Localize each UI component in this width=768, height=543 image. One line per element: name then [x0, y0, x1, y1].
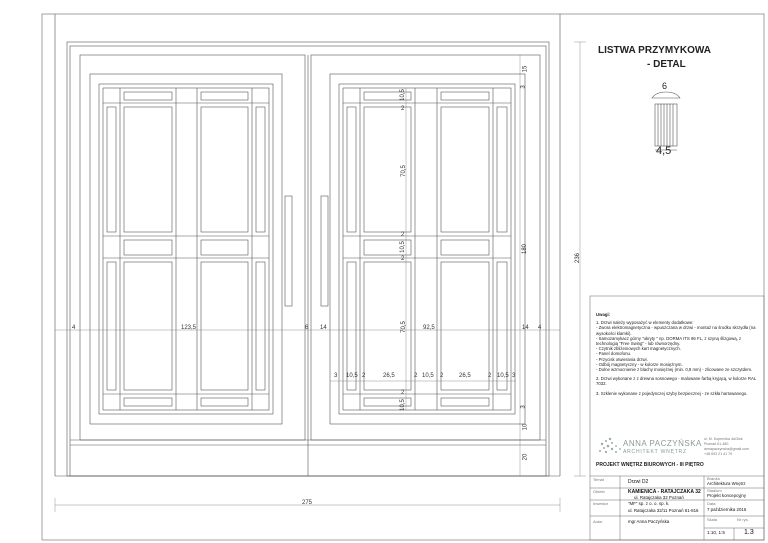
dim-h-2-a: 2 [362, 373, 366, 379]
studio-address-1: ul. M. Kopernika 4a/3lok [704, 437, 743, 441]
note-line: 3. Szklenie wykonane z pojedynczej szyby bezpiecznej - ze szkła hartowanego. [596, 390, 748, 396]
dim-v-3-top: 3 [520, 85, 527, 89]
sheet-name: Drzwi D2 [628, 479, 649, 485]
dim-h-10-5-b: 10,5 [422, 373, 434, 379]
dim-v-10-5-mid: 10,5 [399, 241, 406, 253]
label-investor: Inwestor [593, 501, 609, 506]
scale-value: 1:10, 1:5 [707, 530, 725, 535]
dim-h-2-b: 2 [414, 373, 418, 379]
right-leaf [311, 55, 540, 440]
dim-bottom-20: 20 [522, 453, 529, 461]
dim-mid-left: 6 [305, 325, 309, 331]
investor-line-2: ul. Ratajczaka 32/11 Poznań 61-816 [628, 508, 699, 513]
dim-v-70-5-bottom: 70,5 [400, 321, 407, 333]
left-leaf [80, 55, 305, 440]
dim-overall-width: 275 [302, 500, 313, 506]
label-sheet: Temat [593, 477, 604, 482]
note-line: - Panel domofonu. [596, 351, 632, 357]
dim-v-2-c: 2 [401, 256, 405, 262]
dim-v-2-d: 2 [401, 390, 405, 396]
label-branch: Branża [707, 476, 720, 481]
dim-mid-right: 14 [320, 325, 327, 331]
note-line: - Odbój magnetyczny - w kolorze mosiężnym. [596, 361, 683, 367]
right-door-handle [321, 196, 328, 306]
label-author: Autor [593, 519, 603, 524]
investor-line-1: "MF" sp. z o. o. sp. k. [628, 501, 670, 506]
left-glazing-grid [103, 88, 269, 410]
label-stage: Stadium [707, 488, 722, 493]
note-line: - Czytnik zbliżeniowych kart magnetycznych. [596, 346, 682, 352]
date-value: 7 października 2016 [707, 507, 747, 512]
detail-depth-dim: 4,5 [656, 145, 672, 157]
studio-logo-sub: ARCHITEKT WNĘTRZ [623, 449, 687, 455]
object-line-2: ul. Ratajczaka 32 Poznań [634, 495, 684, 500]
dim-side-gap-left: 4 [72, 325, 76, 331]
dim-v-10-5-top: 10,5 [399, 89, 406, 101]
dim-h-3-left: 3 [334, 373, 338, 379]
note-line: 1. Drzwi należy wyposażyć w elementy dodatkowe: [596, 320, 694, 326]
strip-profile-detail [652, 92, 680, 150]
note-line: - Przycisk otwierania drzwi. [596, 356, 648, 362]
note-line: 2. Drzwi wykonane z z drewna sosnowego - malowane farbą kryjącą, w kolorze RAL 7032. [596, 376, 757, 387]
dim-right-leaf-width: 92,5 [423, 325, 435, 331]
note-line: - Samozamykacz górny "ukryty " np. DORMA ITS 96 FL, z szyną ślizgową, z technologią "Free Swing" - lub równorzędny. [596, 335, 742, 347]
studio-logo-icon [599, 438, 621, 453]
dim-h-10-5-a: 10,5 [346, 373, 358, 379]
detail-title: LISTWA PRZYMYKOWA [598, 45, 711, 56]
detail-subtitle: - DETAL [647, 59, 686, 70]
dim-h-26-5-b: 26,5 [459, 373, 471, 379]
dim-right-side: 14 [522, 325, 529, 331]
dim-h-26-5-a: 26,5 [383, 373, 395, 379]
left-leaf-panel [90, 74, 282, 424]
label-object: Obiekt [593, 489, 605, 494]
detail-width-dim: 6 [662, 81, 668, 91]
note-line: - Zwora elektromagnetyczna - wpuszczana w drzwi - montaż na środku skrzydła (na wysokości klamki). [596, 325, 756, 336]
label-date: Data [707, 501, 716, 506]
project-banner: PROJEKT WNĘTRZ BIUROWYCH - III PIĘTRO [596, 462, 704, 468]
branch-value: Architektura Wnętrz [707, 481, 746, 486]
sheet-number: 1.3 [744, 529, 754, 536]
stage-value: Projekt koncepcyjny [707, 493, 747, 498]
author-name: mgr Anna Paczyńska [628, 519, 670, 524]
dim-v-2-a: 2 [401, 106, 405, 112]
dim-top-rail: 15 [522, 65, 529, 73]
dim-bottom-10: 10 [522, 423, 529, 431]
dim-h-10-5-c: 10,5 [497, 373, 509, 379]
dim-side-gap-right: 4 [538, 325, 542, 331]
studio-address-2: Poznań 61-480 [704, 442, 729, 446]
studio-email: annapaczynska@gmail.com [704, 447, 749, 451]
dim-v-3-bottom: 3 [520, 405, 527, 409]
dim-left-leaf-width: 123,5 [181, 325, 197, 331]
dim-h-2-c: 2 [440, 373, 444, 379]
right-glazing-grid [343, 88, 511, 410]
notes-block [596, 312, 762, 396]
label-scale: Skala [707, 517, 718, 522]
right-leaf-panel [330, 74, 525, 424]
studio-logo-name: ANNA PACZYŃSKA [623, 439, 702, 448]
notes-heading: Uwagi: [596, 312, 611, 317]
dim-v-70-5-top: 70,5 [400, 165, 407, 177]
label-sheet-no: Nr rys. [737, 517, 749, 522]
studio-phone: +48 693 21 41 79 [704, 452, 733, 456]
note-line: - Dolne wzmocnienie z blachy mosiężnej (min. 0,8 mm) - zlicowane ze szczytdem. [596, 367, 753, 373]
dim-glass-height: 180 [522, 243, 529, 255]
dim-v-2-b: 2 [401, 232, 405, 238]
dim-v-10-5-bottom: 10,5 [399, 399, 406, 411]
dim-h-2-d: 2 [488, 373, 492, 379]
dim-overall-height: 236 [575, 252, 582, 264]
left-door-handle [285, 196, 292, 306]
dim-h-3-right: 3 [512, 373, 516, 379]
object-line-1: KAMIENICA - RATAJCZAKA 32 [628, 489, 701, 495]
